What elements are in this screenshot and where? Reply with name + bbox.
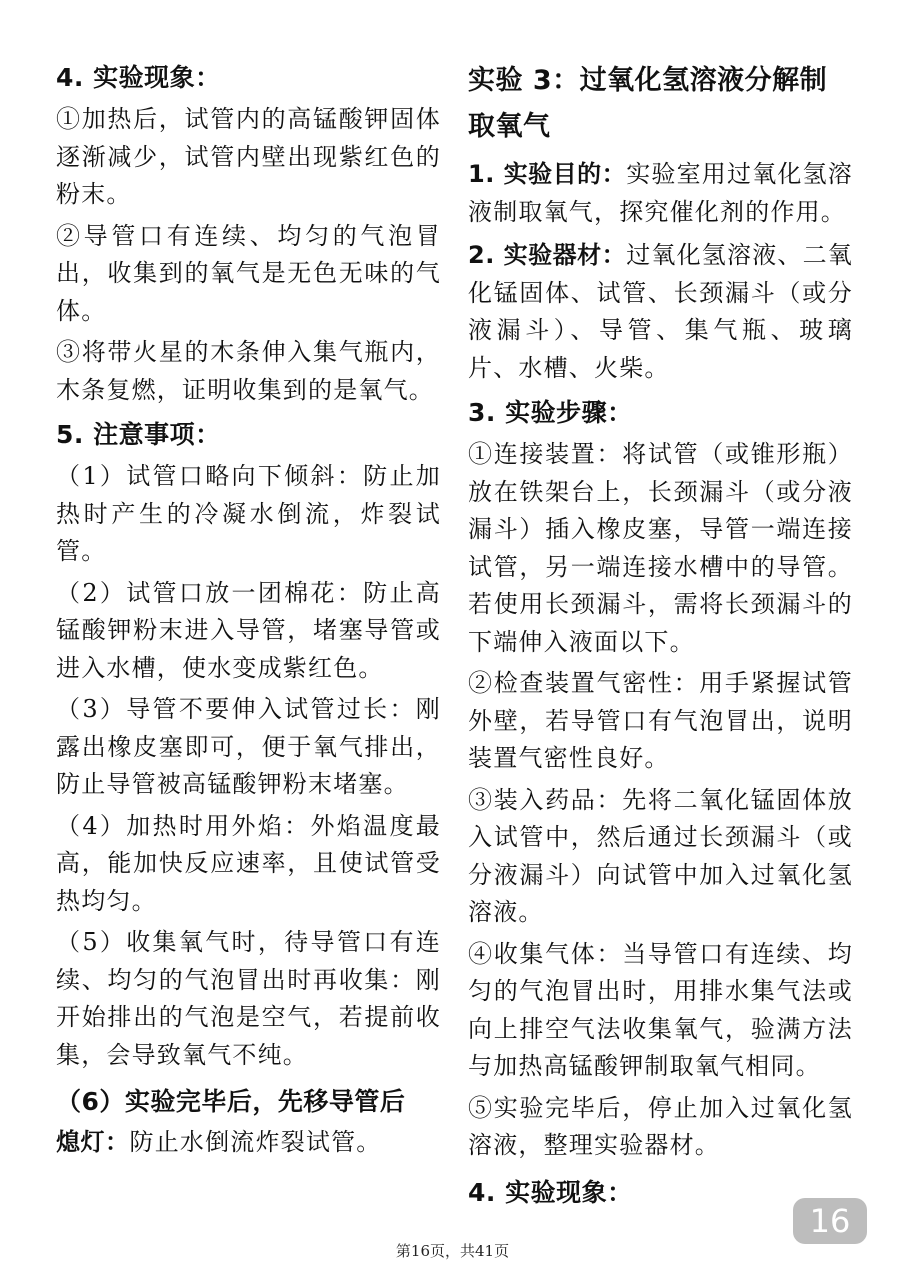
page-footer: 第16页，共41页 (395, 1242, 510, 1260)
section-heading-phenomena-right: 4. 实验现象： (468, 1177, 633, 1207)
purpose-lead: 1. 实验目的： (468, 160, 627, 188)
paragraph-step-5: ⑤实验完毕后，停止加入过氧化氢溶液，整理实验器材。 (468, 1093, 853, 1159)
paragraph-precaution-5: （5）收集氧气时，待导管口有连续、均匀的气泡冒出时再收集：刚开始排出的气泡是空气，若提前收集，会导致氧气不纯。 (56, 928, 441, 1069)
paragraph-precaution-3: （3）导管不要伸入试管过长：刚露出橡皮塞即可，便于氧气排出，防止导管被高锰酸钾粉末堵塞。 (56, 695, 441, 798)
paragraph-phenomenon-3: ③将带火星的木条伸入集气瓶内，木条复燃，证明收集到的是氧气。 (56, 338, 441, 404)
section-heading-steps: 3. 实验步骤： (468, 398, 633, 427)
purpose-text: 实验室用过氧化氢溶液制取氧气，探究催化剂的作用。 (468, 160, 853, 226)
precaution-6-heading: （6）实验完毕后，先移导管后 (56, 1087, 406, 1116)
right-column (468, 58, 853, 1216)
equipment-text: 过氧化氢溶液、二氧化锰固体、试管、长颈漏斗（或分液漏斗）、导管、集气瓶、玻璃片、水槽、火柴。 (468, 241, 853, 382)
section-heading-phenomena: 4. 实验现象： (56, 63, 221, 92)
paragraph-step-1: ①连接装置：将试管（或锥形瓶）放在铁架台上，长颈漏斗（或分液漏斗）插入橡皮塞，导管一端连接试管，另一端连接水槽中的导管。若使用长颈漏斗，需将长颈漏斗的下端伸入液面以下。 (468, 440, 853, 656)
paragraph-purpose (468, 156, 853, 231)
paragraph-phenomenon-2: ②导管口有连续、均匀的气泡冒出，收集到的氧气是无色无味的气体。 (56, 221, 441, 325)
paragraph-step-3: ③装入药品：先将二氧化锰固体放入试管中，然后通过长颈漏斗（或分液漏斗）向试管中加入过氧化氢溶液。 (468, 785, 853, 926)
paragraph-step-4: ④收集气体：当导管口有连续、均匀的气泡冒出时，用排水集气法或向上排空气法收集氧气，验满方法与加热高锰酸钾制取氧气相同。 (468, 939, 853, 1080)
paragraph-phenomenon-1: ①加热后，试管内的高锰酸钾固体逐渐减少，试管内壁出现紫红色的粉末。 (56, 105, 441, 208)
paragraph-step-2: ②检查装置气密性：用手紧握试管外壁，若导管口有气泡冒出，说明装置气密性良好。 (468, 669, 853, 772)
left-column (56, 58, 441, 1166)
precaution-6-lead: 熄灯： (56, 1128, 130, 1156)
paragraph-precaution-6 (56, 1124, 441, 1162)
equipment-lead: 2. 实验器材： (468, 241, 627, 269)
paragraph-precaution-1: （1）试管口略向下倾斜：防止加热时产生的冷凝水倒流，炸裂试管。 (56, 462, 441, 565)
precaution-6-text: 防止水倒流炸裂试管。 (129, 1128, 382, 1156)
page-number-badge: 16 (793, 1198, 867, 1244)
paragraph-equipment (468, 237, 853, 387)
paragraph-precaution-4: （4）加热时用外焰：外焰温度最高，能加快反应速率，且使试管受热均匀。 (56, 811, 441, 915)
paragraph-precaution-2: （2）试管口放一团棉花：防止高锰酸钾粉末进入导管，堵塞导管或进入水槽，使水变成紫红色。 (56, 578, 441, 682)
section-heading-precautions: 5. 注意事项： (56, 420, 221, 449)
experiment-3-title: 实验 3：过氧化氢溶液分解制取氧气 (468, 65, 828, 142)
